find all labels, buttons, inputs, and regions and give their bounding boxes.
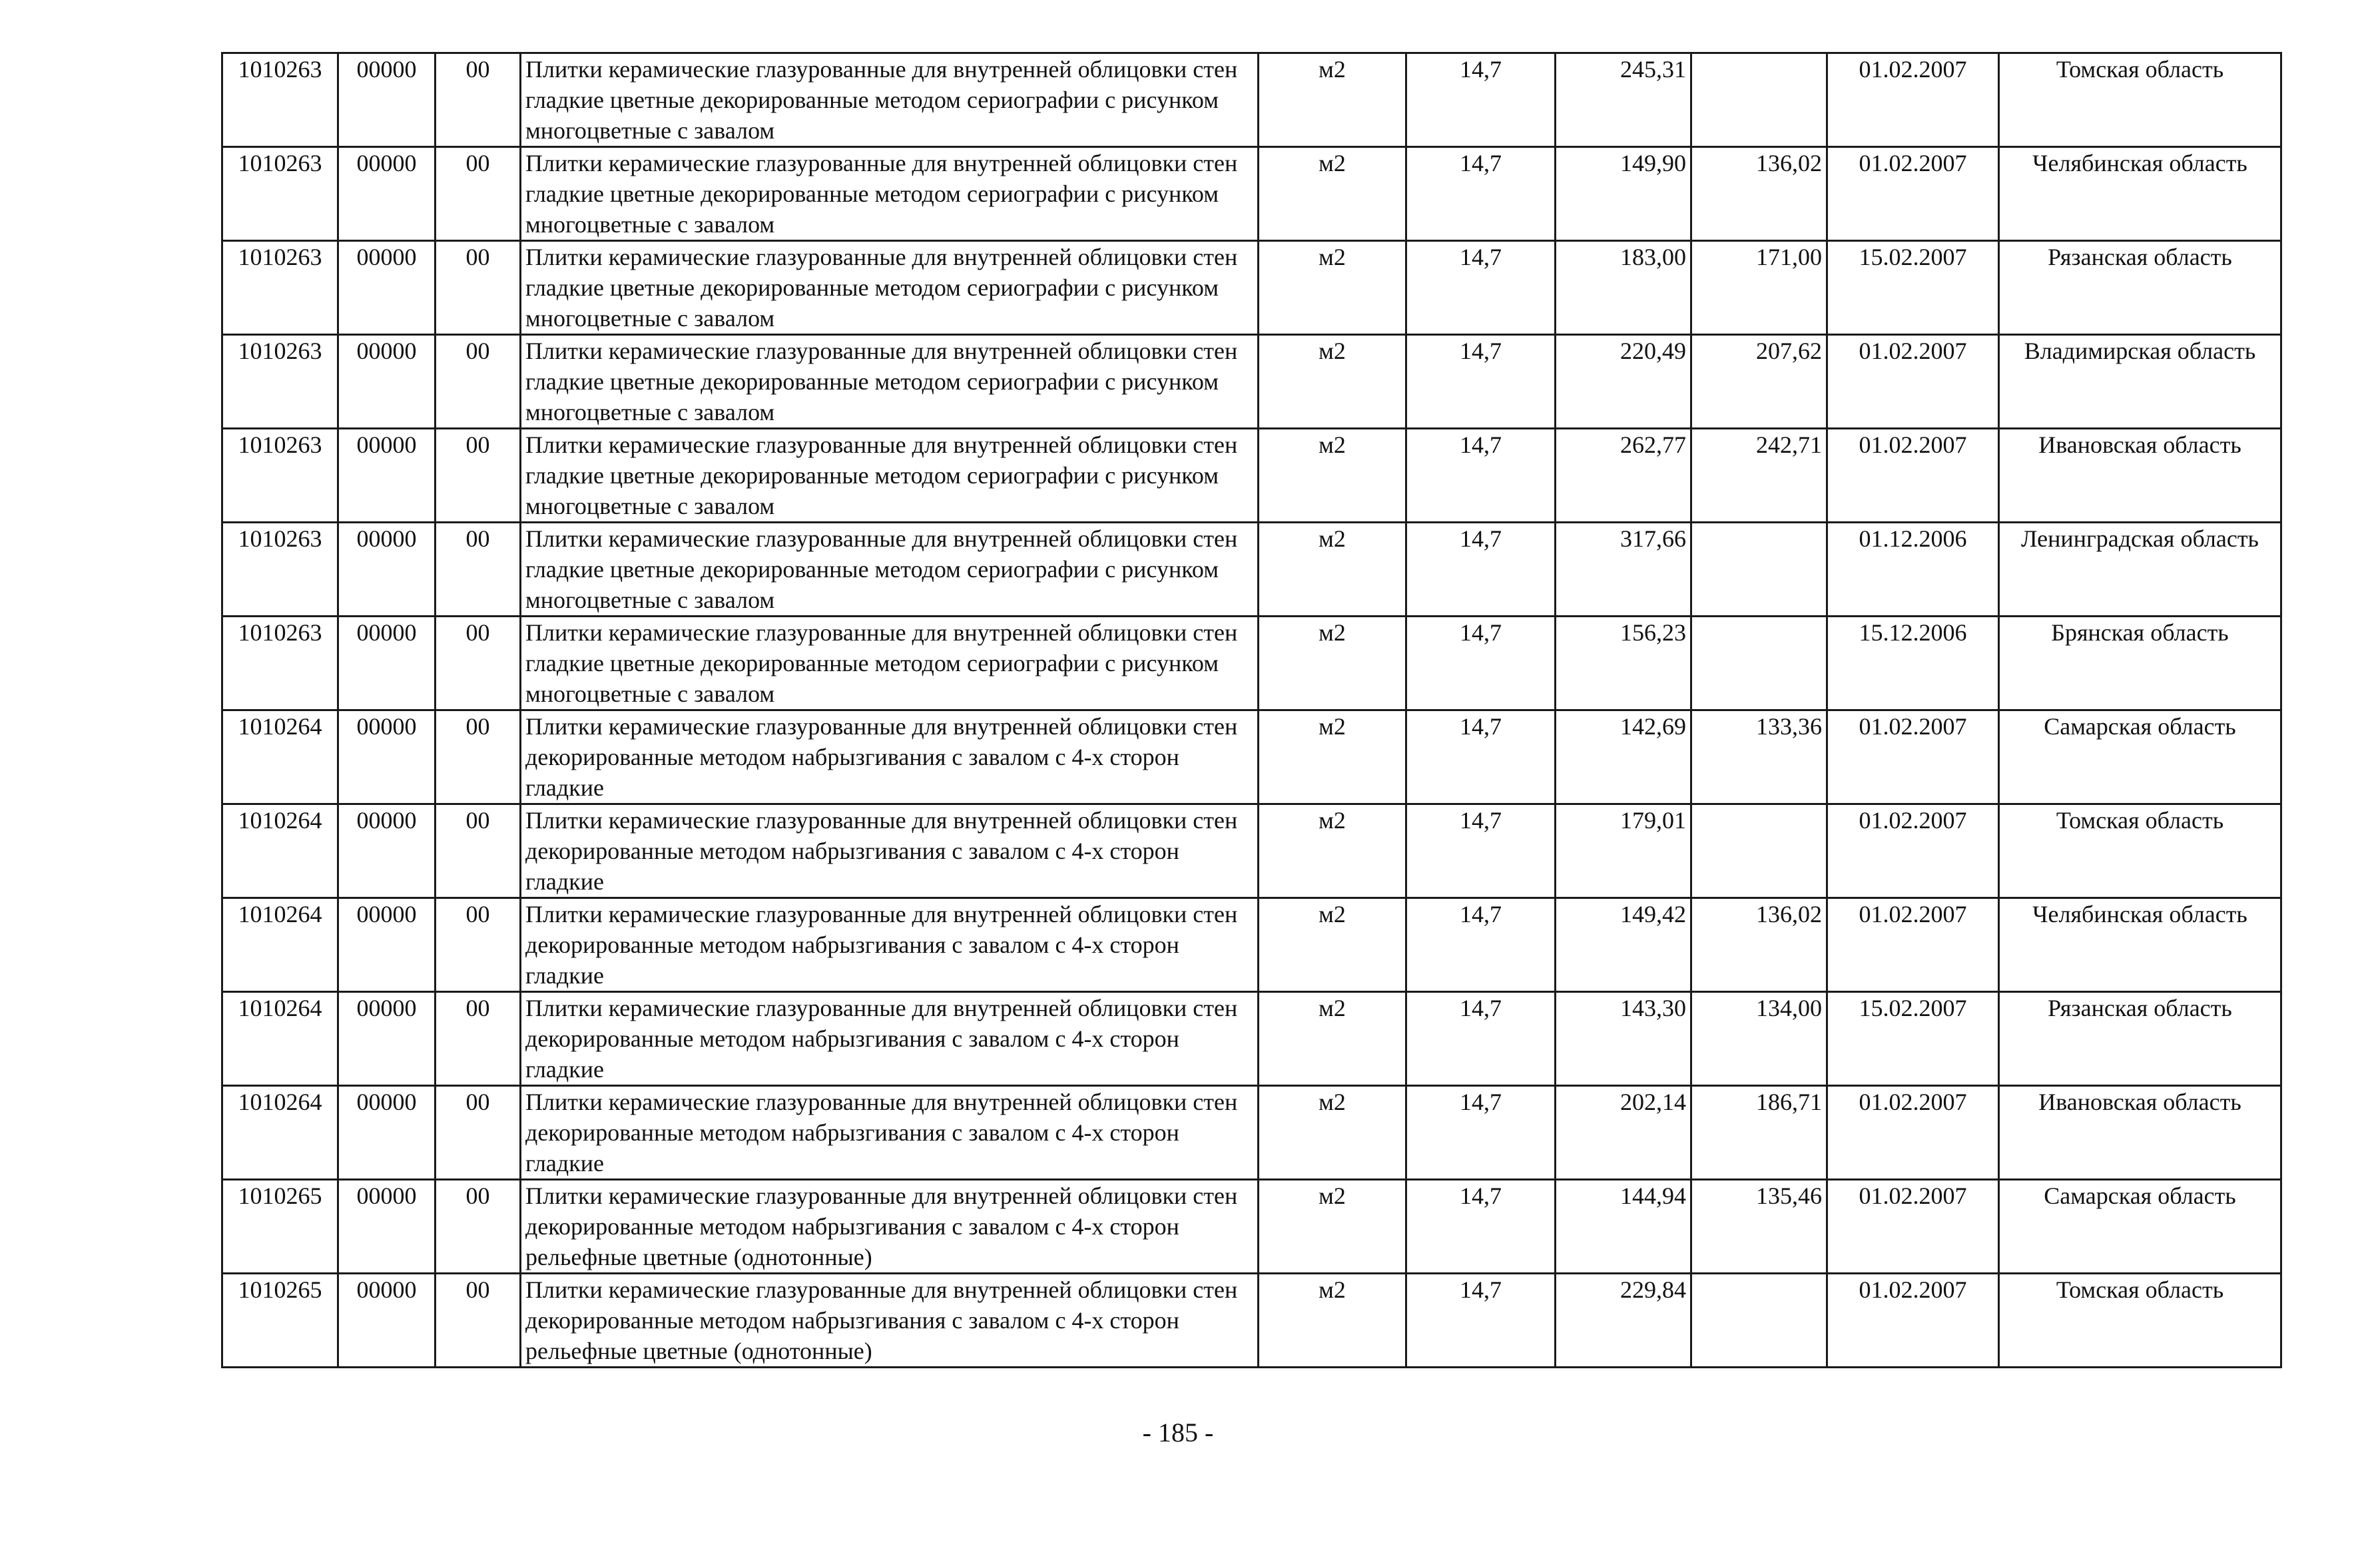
region-cell: Рязанская область	[1999, 241, 2281, 335]
rate-cell: 14,7	[1406, 429, 1556, 523]
date-cell: 01.02.2007	[1827, 1274, 1999, 1368]
rate-cell: 14,7	[1406, 147, 1556, 241]
price-cell: 143,30	[1556, 992, 1691, 1086]
sub-code2-cell: 00	[436, 617, 521, 710]
price-alt-cell: 171,00	[1691, 241, 1827, 335]
region-cell: Самарская область	[1999, 710, 2281, 804]
unit-cell: м2	[1259, 1180, 1406, 1274]
region-cell: Ленинградская область	[1999, 523, 2281, 617]
price-alt-cell: 135,46	[1691, 1180, 1827, 1274]
sub-code2-cell: 00	[436, 523, 521, 617]
price-alt-cell: 136,02	[1691, 898, 1827, 992]
item-code-cell: 1010263	[222, 147, 338, 241]
rate-cell: 14,7	[1406, 1274, 1556, 1368]
item-code-cell: 1010264	[222, 992, 338, 1086]
sub-code2-cell: 00	[436, 1180, 521, 1274]
price-alt-cell	[1691, 1274, 1827, 1368]
region-cell: Владимирская область	[1999, 335, 2281, 429]
date-cell: 15.12.2006	[1827, 617, 1999, 710]
price-alt-cell: 136,02	[1691, 147, 1827, 241]
table-row	[222, 898, 2281, 992]
table-row	[222, 147, 2281, 241]
sub-code-cell: 00000	[338, 429, 436, 523]
unit-cell: м2	[1259, 804, 1406, 898]
region-cell: Томская область	[1999, 53, 2281, 147]
sub-code-cell: 00000	[338, 147, 436, 241]
rate-cell: 14,7	[1406, 617, 1556, 710]
sub-code2-cell: 00	[436, 804, 521, 898]
unit-cell: м2	[1259, 335, 1406, 429]
price-cell: 149,90	[1556, 147, 1691, 241]
sub-code2-cell: 00	[436, 710, 521, 804]
item-code-cell: 1010263	[222, 53, 338, 147]
rate-cell: 14,7	[1406, 898, 1556, 992]
region-cell: Челябинская область	[1999, 147, 2281, 241]
sub-code-cell: 00000	[338, 710, 436, 804]
unit-cell: м2	[1259, 1086, 1406, 1180]
unit-cell: м2	[1259, 710, 1406, 804]
sub-code-cell: 00000	[338, 617, 436, 710]
item-code-cell: 1010263	[222, 523, 338, 617]
table-row	[222, 617, 2281, 710]
rate-cell: 14,7	[1406, 1180, 1556, 1274]
description-cell: Плитки керамические глазурованные для внутренней облицовки стен гладкие цветные декорированные методом сериографии с рисунком многоцветные с завалом	[521, 429, 1259, 523]
price-cell: 149,42	[1556, 898, 1691, 992]
price-cell: 317,66	[1556, 523, 1691, 617]
sub-code-cell: 00000	[338, 804, 436, 898]
sub-code2-cell: 00	[436, 53, 521, 147]
table-row	[222, 335, 2281, 429]
description-cell: Плитки керамические глазурованные для внутренней облицовки стен гладкие цветные декорированные методом сериографии с рисунком многоцветные с завалом	[521, 617, 1259, 710]
table-body	[222, 53, 2281, 1368]
unit-cell: м2	[1259, 241, 1406, 335]
sub-code2-cell: 00	[436, 147, 521, 241]
table-row	[222, 523, 2281, 617]
region-cell: Ивановская область	[1999, 1086, 2281, 1180]
sub-code2-cell: 00	[436, 1086, 521, 1180]
price-alt-cell	[1691, 53, 1827, 147]
sub-code2-cell: 00	[436, 335, 521, 429]
price-alt-cell: 186,71	[1691, 1086, 1827, 1180]
date-cell: 01.02.2007	[1827, 710, 1999, 804]
price-cell: 144,94	[1556, 1180, 1691, 1274]
rate-cell: 14,7	[1406, 335, 1556, 429]
date-cell: 01.02.2007	[1827, 429, 1999, 523]
price-cell: 179,01	[1556, 804, 1691, 898]
rate-cell: 14,7	[1406, 1086, 1556, 1180]
description-cell: Плитки керамические глазурованные для внутренней облицовки стен декорированные методом набрызгивания с завалом с 4-х сторон рельефные цветные (однотонные)	[521, 1180, 1259, 1274]
date-cell: 01.12.2006	[1827, 523, 1999, 617]
region-cell: Самарская область	[1999, 1180, 2281, 1274]
price-alt-cell: 207,62	[1691, 335, 1827, 429]
region-cell: Ивановская область	[1999, 429, 2281, 523]
item-code-cell: 1010263	[222, 335, 338, 429]
table-row	[222, 429, 2281, 523]
table-row	[222, 241, 2281, 335]
rate-cell: 14,7	[1406, 710, 1556, 804]
item-code-cell: 1010263	[222, 617, 338, 710]
date-cell: 01.02.2007	[1827, 898, 1999, 992]
description-cell: Плитки керамические глазурованные для внутренней облицовки стен гладкие цветные декорированные методом сериографии с рисунком многоцветные с завалом	[521, 523, 1259, 617]
price-alt-cell	[1691, 804, 1827, 898]
date-cell: 01.02.2007	[1827, 1086, 1999, 1180]
unit-cell: м2	[1259, 992, 1406, 1086]
date-cell: 01.02.2007	[1827, 804, 1999, 898]
sub-code2-cell: 00	[436, 898, 521, 992]
price-alt-cell	[1691, 523, 1827, 617]
unit-cell: м2	[1259, 898, 1406, 992]
sub-code-cell: 00000	[338, 53, 436, 147]
sub-code2-cell: 00	[436, 992, 521, 1086]
unit-cell: м2	[1259, 617, 1406, 710]
rate-cell: 14,7	[1406, 992, 1556, 1086]
date-cell: 01.02.2007	[1827, 53, 1999, 147]
item-code-cell: 1010264	[222, 1086, 338, 1180]
price-alt-cell: 133,36	[1691, 710, 1827, 804]
region-cell: Челябинская область	[1999, 898, 2281, 992]
description-cell: Плитки керамические глазурованные для внутренней облицовки стен гладкие цветные декорированные методом сериографии с рисунком многоцветные с завалом	[521, 147, 1259, 241]
sub-code-cell: 00000	[338, 241, 436, 335]
price-cell: 202,14	[1556, 1086, 1691, 1180]
rate-cell: 14,7	[1406, 804, 1556, 898]
price-cell: 229,84	[1556, 1274, 1691, 1368]
date-cell: 15.02.2007	[1827, 992, 1999, 1086]
description-cell: Плитки керамические глазурованные для внутренней облицовки стен декорированные методом набрызгивания с завалом с 4-х сторон рельефные цветные (однотонные)	[521, 1274, 1259, 1368]
unit-cell: м2	[1259, 523, 1406, 617]
table-row	[222, 1086, 2281, 1180]
item-code-cell: 1010264	[222, 898, 338, 992]
sub-code-cell: 00000	[338, 1086, 436, 1180]
item-code-cell: 1010265	[222, 1180, 338, 1274]
price-cell: 220,49	[1556, 335, 1691, 429]
sub-code-cell: 00000	[338, 335, 436, 429]
table-row	[222, 992, 2281, 1086]
price-cell: 262,77	[1556, 429, 1691, 523]
item-code-cell: 1010264	[222, 710, 338, 804]
table-row	[222, 1180, 2281, 1274]
sub-code-cell: 00000	[338, 523, 436, 617]
region-cell: Томская область	[1999, 1274, 2281, 1368]
sub-code-cell: 00000	[338, 898, 436, 992]
price-cell: 142,69	[1556, 710, 1691, 804]
description-cell: Плитки керамические глазурованные для внутренней облицовки стен декорированные методом набрызгивания с завалом с 4-х сторон гладкие	[521, 710, 1259, 804]
sub-code-cell: 00000	[338, 1274, 436, 1368]
description-cell: Плитки керамические глазурованные для внутренней облицовки стен декорированные методом набрызгивания с завалом с 4-х сторон гладкие	[521, 1086, 1259, 1180]
description-cell: Плитки керамические глазурованные для внутренней облицовки стен гладкие цветные декорированные методом сериографии с рисунком многоцветные с завалом	[521, 241, 1259, 335]
price-alt-cell: 134,00	[1691, 992, 1827, 1086]
sub-code-cell: 00000	[338, 992, 436, 1086]
sub-code2-cell: 00	[436, 1274, 521, 1368]
date-cell: 01.02.2007	[1827, 335, 1999, 429]
item-code-cell: 1010263	[222, 241, 338, 335]
description-cell: Плитки керамические глазурованные для внутренней облицовки стен гладкие цветные декорированные методом сериографии с рисунком многоцветные с завалом	[521, 53, 1259, 147]
sub-code2-cell: 00	[436, 429, 521, 523]
description-cell: Плитки керамические глазурованные для внутренней облицовки стен гладкие цветные декорированные методом сериографии с рисунком многоцветные с завалом	[521, 335, 1259, 429]
region-cell: Рязанская область	[1999, 992, 2281, 1086]
description-cell: Плитки керамические глазурованные для внутренней облицовки стен декорированные методом набрызгивания с завалом с 4-х сторон гладкие	[521, 898, 1259, 992]
rate-cell: 14,7	[1406, 241, 1556, 335]
item-code-cell: 1010264	[222, 804, 338, 898]
region-cell: Брянская область	[1999, 617, 2281, 710]
table-row	[222, 710, 2281, 804]
table-row	[222, 53, 2281, 147]
item-code-cell: 1010265	[222, 1274, 338, 1368]
rate-cell: 14,7	[1406, 523, 1556, 617]
price-cell: 245,31	[1556, 53, 1691, 147]
item-code-cell: 1010263	[222, 429, 338, 523]
unit-cell: м2	[1259, 429, 1406, 523]
unit-cell: м2	[1259, 53, 1406, 147]
description-cell: Плитки керамические глазурованные для внутренней облицовки стен декорированные методом набрызгивания с завалом с 4-х сторон гладкие	[521, 992, 1259, 1086]
unit-cell: м2	[1259, 147, 1406, 241]
table-row	[222, 1274, 2281, 1368]
price-cell: 156,23	[1556, 617, 1691, 710]
sub-code-cell: 00000	[338, 1180, 436, 1274]
price-table	[221, 52, 2282, 1368]
page-number: - 185 -	[1142, 1418, 1214, 1447]
region-cell: Томская область	[1999, 804, 2281, 898]
date-cell: 01.02.2007	[1827, 1180, 1999, 1274]
price-alt-cell: 242,71	[1691, 429, 1827, 523]
rate-cell: 14,7	[1406, 53, 1556, 147]
price-alt-cell	[1691, 617, 1827, 710]
date-cell: 01.02.2007	[1827, 147, 1999, 241]
price-cell: 183,00	[1556, 241, 1691, 335]
date-cell: 15.02.2007	[1827, 241, 1999, 335]
description-cell: Плитки керамические глазурованные для внутренней облицовки стен декорированные методом набрызгивания с завалом с 4-х сторон гладкие	[521, 804, 1259, 898]
sub-code2-cell: 00	[436, 241, 521, 335]
table-row	[222, 804, 2281, 898]
unit-cell: м2	[1259, 1274, 1406, 1368]
